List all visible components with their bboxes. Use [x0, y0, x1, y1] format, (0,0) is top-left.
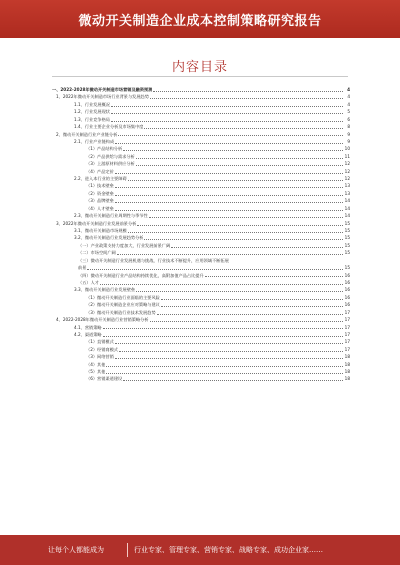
toc-entry-continued-text: 前景 [78, 265, 87, 271]
toc-entry[interactable] [52, 197, 350, 204]
toc-entry-text: （3）网络营销 [86, 354, 114, 360]
toc-entry[interactable] [52, 123, 350, 130]
toc-entry[interactable] [52, 227, 350, 234]
toc-entry[interactable] [52, 168, 350, 175]
toc-entry-text: 3.1、微动开关制造市场规模 [74, 228, 127, 233]
toc-entry[interactable] [52, 116, 350, 123]
toc-leader-dots [128, 232, 343, 233]
toc-entry[interactable] [52, 145, 350, 152]
toc-page-number: 14 [344, 205, 350, 211]
toc-leader-dots [123, 380, 343, 381]
toc-entry-text: （1）技术壁垒 [86, 183, 114, 189]
toc-entry-text: （2）资金壁垒 [86, 190, 114, 196]
toc-leader-dots [115, 187, 343, 188]
toc-entry[interactable] [52, 316, 350, 323]
toc-entry-text: 2、微动开关制造行业产业链分析 [56, 131, 118, 137]
toc-entry-text: （四）微动开关制造行业产品结构持续优化，高附加值产品占比提升 [78, 272, 204, 278]
toc-leader-dots [150, 98, 343, 99]
toc-page-number: 16 [344, 287, 350, 293]
toc-entry-text: （3）品牌壁垒 [86, 198, 114, 204]
toc-leader-dots [136, 158, 343, 159]
toc-entry[interactable] [52, 153, 350, 160]
toc-entry-text: 1.2、行业发展现状 [74, 109, 110, 115]
toc-entry[interactable] [52, 212, 350, 219]
toc-page-number: 6 [347, 116, 350, 122]
toc-entry[interactable] [52, 249, 350, 256]
toc-entry-continuation [78, 264, 350, 271]
toc-page-number: 13 [344, 190, 350, 196]
toc-entry[interactable] [52, 286, 350, 293]
toc-leader-dots [103, 336, 343, 337]
toc-page-number: 16 [344, 279, 350, 285]
toc-leader-dots [106, 373, 343, 374]
toc-entry-text: 4.2、渠道策略 [74, 331, 102, 337]
toc-page-number: 18 [344, 369, 350, 375]
toc-entry[interactable] [52, 375, 350, 382]
toc-title: 内容目录 [171, 60, 228, 75]
toc-entry-text: （五）人才 [78, 279, 99, 285]
footer-divider [127, 543, 128, 557]
toc-page-number: 18 [344, 376, 350, 382]
toc-page-number: 17 [344, 309, 350, 315]
toc-entry-text: （一）产业政策支持力度加大，行业发展前景广阔 [78, 242, 171, 248]
toc-entry[interactable] [52, 242, 350, 249]
toc-leader-dots [119, 351, 343, 352]
toc-leader-dots [106, 366, 343, 367]
toc-entry-text: 3.2、微动开关制造行业发展趋势分析 [74, 235, 144, 241]
toc-leader-dots [115, 173, 343, 174]
toc-page-number: 14 [344, 213, 350, 219]
toc-leader-dots [144, 239, 343, 240]
toc-entry-text: （3）微动开关制造行业技术发展趋势 [86, 309, 156, 315]
toc-leader-dots [111, 113, 343, 114]
toc-entry[interactable] [52, 353, 350, 360]
toc-entry[interactable] [52, 131, 350, 138]
toc-page-number: 12 [344, 168, 350, 174]
toc-entry[interactable] [52, 101, 350, 108]
toc-leader-dots [161, 306, 343, 307]
toc-entry-text: （6）营销渠道建设 [86, 376, 123, 382]
toc-leader-dots [115, 358, 343, 359]
toc-entry-text: 4、2022-2028年微动开关制造行业营销策略分析 [56, 317, 149, 323]
toc-entry-text: 1.1、行业发展概况 [74, 101, 110, 107]
toc-page-number: 12 [344, 176, 350, 182]
toc-entry[interactable] [52, 205, 350, 212]
toc-leader-dots [111, 121, 343, 122]
toc-leader-dots [128, 180, 343, 181]
toc-page-number: 17 [344, 346, 350, 352]
toc-leader-dots [137, 225, 343, 226]
report-title: 微动开关制造企业成本控制策略研究报告 [78, 13, 322, 29]
toc-entry-text: （5）其他 [86, 369, 106, 375]
toc-entry-text: 4.1、营销策略 [74, 324, 102, 330]
toc-page-number: 4 [347, 94, 350, 100]
toc-entry-text: 1、2022年微动开关制造市场行业背景与发展趋势 [56, 94, 149, 100]
toc-entry[interactable] [52, 272, 350, 279]
toc-page-number: 14 [344, 198, 350, 204]
toc-page-number: 15 [344, 242, 350, 248]
toc-page-number: 17 [344, 324, 350, 330]
toc-entry[interactable] [52, 86, 350, 93]
toc-entry-text: （2）经销商模式 [86, 346, 118, 352]
toc-leader-dots [149, 217, 343, 218]
toc-leader-dots [111, 106, 343, 107]
toc-leader-dots [118, 135, 343, 136]
toc-leader-dots [115, 195, 343, 196]
toc-page-number: 9 [347, 131, 350, 137]
toc-leader-dots [171, 247, 343, 248]
toc-entry-text: （三）微动开关制造行业发展机遇与挑战，行业技术不断提升，应用领域不断拓展 [78, 257, 229, 263]
toc-page-number: 17 [344, 339, 350, 345]
toc-entry[interactable] [52, 190, 350, 197]
toc-entry-text: 2.1、行业产业链构成 [74, 138, 115, 144]
toc-entry-text: 2.3、微动开关制造行业周期性与季节性 [74, 213, 148, 219]
toc-entry[interactable] [52, 361, 350, 368]
toc-entry-text: （二）市场空间广阔 [78, 250, 116, 256]
toc-entry-text: 3.3、微动开关制造行业发展壁垒 [74, 287, 136, 293]
toc-leader-dots [205, 276, 343, 277]
toc-entry-text: （2）微动开关制造企业应对策略与建议 [86, 302, 160, 308]
table-of-contents [52, 86, 350, 383]
toc-entry-text: （1）直销模式 [86, 339, 114, 345]
toc-page-number: 15 [344, 250, 350, 256]
toc-entry[interactable] [52, 301, 350, 308]
toc-page-number: 16 [344, 302, 350, 308]
toc-entry-text: 3、2022年微动开关制造行业发展前景分析 [56, 220, 137, 226]
toc-page-number: 18 [344, 354, 350, 360]
toc-leader-dots [136, 165, 343, 166]
toc-page-number: 11 [344, 153, 350, 159]
toc-leader-dots [123, 150, 343, 151]
toc-entry[interactable] [52, 220, 350, 227]
toc-entry[interactable] [52, 182, 350, 189]
toc-page-number: 16 [344, 272, 350, 278]
toc-entry[interactable] [52, 138, 350, 145]
toc-page-number: 17 [344, 331, 350, 337]
toc-entry[interactable] [52, 108, 350, 115]
toc-entry[interactable] [52, 294, 350, 301]
toc-leader-dots [115, 143, 343, 144]
toc-page-number: 4 [347, 86, 350, 92]
toc-page-number: 12 [344, 161, 350, 167]
toc-page-number: 15 [344, 228, 350, 233]
toc-page-number: 8 [347, 124, 350, 130]
toc-leader-dots [157, 314, 343, 315]
toc-entry[interactable] [52, 324, 350, 331]
toc-page-number: 4 [347, 101, 350, 107]
toc-entry[interactable] [52, 331, 350, 338]
toc-entry[interactable] [52, 346, 350, 353]
toc-entry-text: 一、2022-2028年微动开关制造市场营销及融资预测 [52, 86, 153, 92]
footer-tagline: 行业专家、管理专家、营销专家、战略专家、成功企业家…… [134, 546, 323, 554]
toc-entry-text: 1.3、行业竞争格局 [74, 116, 110, 122]
toc-page-number: 15 [344, 220, 350, 226]
toc-entry-text: （3）上游原材料供应分析 [86, 161, 135, 167]
toc-leader-dots [115, 202, 343, 203]
toc-entry-text: （4）人才壁垒 [86, 205, 114, 211]
report-header [0, 0, 400, 38]
toc-entry-text: 2.2、进入本行业的主要障碍 [74, 176, 127, 182]
toc-entry-text: （2）产品供给与需求分析 [86, 153, 135, 159]
toc-leader-dots [100, 284, 343, 285]
toc-page-number: 9 [347, 138, 350, 144]
toc-title-rule [52, 76, 348, 77]
toc-page-number: 10 [344, 146, 350, 152]
toc-page-number: 5 [347, 109, 350, 115]
toc-page-number: 13 [344, 183, 350, 189]
toc-page-number: 17 [344, 317, 350, 323]
toc-page-number: 15 [344, 265, 350, 271]
toc-leader-dots [136, 291, 343, 292]
toc-entry[interactable] [52, 160, 350, 167]
toc-entry[interactable] [52, 338, 350, 345]
toc-page-number: 15 [344, 235, 350, 241]
toc-entry-text: （1）产品结构分析 [86, 146, 123, 152]
toc-leader-dots [115, 343, 343, 344]
toc-entry[interactable] [52, 368, 350, 375]
toc-entry[interactable] [52, 279, 350, 286]
toc-page-number: 18 [344, 361, 350, 367]
toc-leader-dots [87, 269, 343, 270]
toc-page-number: 16 [344, 294, 350, 300]
toc-entry-text: 1.4、行业主要企业分析及市场集中度 [74, 124, 144, 130]
toc-entry[interactable] [52, 257, 350, 272]
toc-leader-dots [153, 91, 343, 92]
toc-entry-text: （1）微动开关制造行业面临的主要风险 [86, 294, 160, 300]
toc-entry[interactable] [52, 93, 350, 100]
toc-entry[interactable] [52, 309, 350, 316]
footer-slogan: 让每个人都能成为 [48, 546, 104, 554]
toc-leader-dots [144, 128, 343, 129]
toc-leader-dots [161, 299, 343, 300]
footer-banner [0, 535, 400, 565]
toc-leader-dots [103, 328, 343, 329]
toc-entry-text: （4）产品定价 [86, 168, 114, 174]
toc-entry-text: （4）其他 [86, 361, 106, 367]
toc-entry[interactable] [52, 175, 350, 182]
toc-leader-dots [150, 321, 344, 322]
toc-leader-dots [115, 210, 343, 211]
toc-entry[interactable] [52, 234, 350, 241]
toc-leader-dots [117, 254, 343, 255]
